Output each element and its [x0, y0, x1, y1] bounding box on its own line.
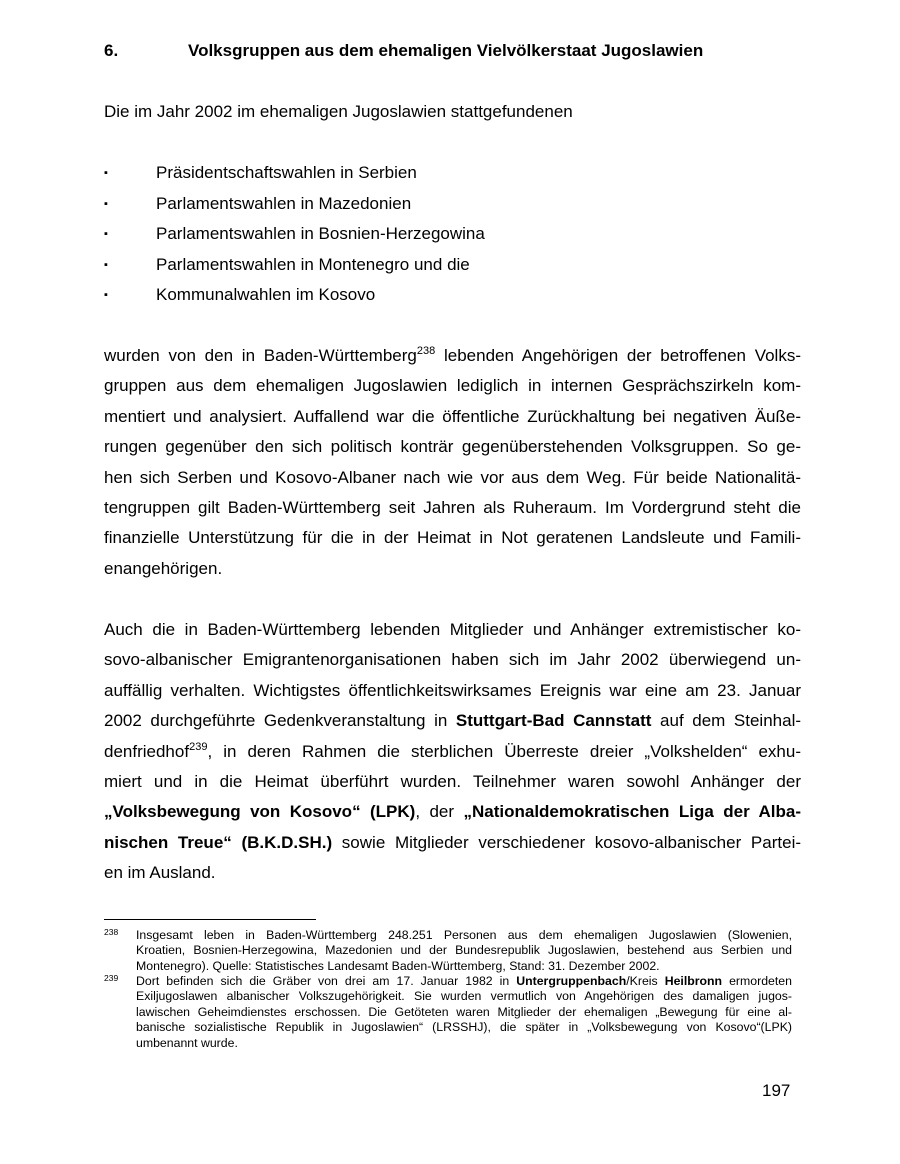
footnote-divider	[104, 919, 316, 920]
footnote-line: Montenegro). Quelle: Statistisches Landesamt Baden-Württemberg, Stand: 31. Dezember 2002.	[136, 958, 660, 973]
text-line: hen sich Serben und Kosovo-Albaner nach wie vor aus dem Weg. Für beide Nationalitä-	[104, 467, 801, 487]
organization-name: „Nationaldemokratischen Liga der Alba-	[463, 802, 801, 822]
text-line: 2002 durchgeführte Gedenkveranstaltung in Stuttgart-Bad Cannstatt auf dem Steinhal-	[104, 711, 802, 731]
bullet-icon: ▪	[104, 228, 108, 240]
footnote-line: Exiljugoslawen albanischer Volkszugehörigkeit. Sie wurden vermutlich von Angehörigen des damaligen jugos-	[136, 989, 792, 1004]
list-item: ▪ Parlamentswahlen in Montenegro und die	[104, 254, 470, 274]
text-line: miert und in die Heimat überführt wurden. Teilnehmer waren sowohl Anhänger der	[104, 772, 801, 792]
text-line: denfriedhof$^{239}$, in deren Rahmen die sterblichen Überreste dreier „Volkshelden“ exhu-	[104, 740, 801, 761]
page-number: 197	[762, 1081, 791, 1100]
text-line: sovo-albanischer Emigrantenorganisationen haben sich im Jahr 2002 überwiegend un-	[104, 650, 801, 670]
body-paragraph-1	[104, 341, 801, 584]
bullet-icon: ▪	[104, 289, 108, 301]
list-item: ▪ Präsidentschaftswahlen in Serbien	[104, 163, 417, 182]
footnote-number: 238	[104, 927, 119, 937]
text-line: auffällig verhalten. Wichtigstes öffentlichkeitswirksames Ereignis war eine am 23. Januar	[104, 680, 801, 700]
footnote-239	[104, 974, 792, 1051]
footnote-line: banische sozialistische Republik in Jugoslawien“ (LRSSHJ), die später in „Volksbewegung von Kosovo“(LPK)	[136, 1020, 792, 1035]
list-item: ▪ Kommunalwahlen im Kosovo	[104, 285, 376, 304]
section-number: 6.	[104, 41, 119, 60]
bullet-icon: ▪	[104, 258, 108, 271]
text-line: tengruppen gilt Baden-Württemberg seit Jahren als Ruheraum. Im Vordergrund steht die	[104, 498, 801, 518]
text-line: gruppen aus dem ehemaligen Jugoslawien lediglich in internen Gesprächszirkeln kom-	[104, 376, 801, 396]
list-item: ▪ Parlamentswahlen in Bosnien-Herzegowina	[104, 224, 485, 243]
footnote-ref-238[interactable]: 238	[416, 345, 436, 357]
list-item: ▪ Parlamentswahlen in Mazedonien	[104, 193, 412, 213]
organization-name: „Volksbewegung von Kosovo“ (LPK)	[104, 802, 416, 822]
text-line: mentiert und analysiert. Auffallend war die öffentliche Zurückhaltung bei negativen Äuße-	[104, 406, 801, 426]
text-line: Auch die in Baden-Württemberg lebenden Mitglieder und Anhänger extremistischer ko-	[104, 620, 801, 639]
section-heading	[104, 41, 703, 61]
footnote-ref-239[interactable]: 239	[189, 740, 208, 753]
election-list	[104, 162, 485, 315]
text-line: en im Ausland.	[104, 863, 216, 883]
footnote-line: umbenannt wurde.	[136, 1035, 238, 1050]
text-line: finanzielle Unterstützung für die in der Heimat in Not geratenen Landsleute und Famili-	[104, 528, 801, 548]
text-line: „Volksbewegung von Kosovo“ (LPK), der „Nationaldemokratischen Liga der Alba-	[104, 802, 801, 822]
text-line: enangehörigen.	[104, 558, 223, 578]
footnote-line: Dort befinden sich die Gräber von drei am 17. Januar 1982 in Untergruppenbach/Kreis Heilbronn ermordeten	[136, 974, 792, 988]
text-line: rungen gegenüber den sich politisch konträr gegenüberstehenden Volksgruppen. So ge-	[104, 437, 801, 457]
bullet-icon: ▪	[104, 167, 108, 179]
organization-name: nischen Treue“ (B.K.D.SH.)	[104, 832, 333, 852]
intro-paragraph: Die im Jahr 2002 im ehemaligen Jugoslawien stattgefundenen	[104, 102, 573, 121]
footnote-line: Insgesamt leben in Baden-Württemberg 248.251 Personen aus dem ehemaligen Jugoslawien (Slowenien,	[136, 928, 792, 942]
place-name: Stuttgart-Bad Cannstatt	[455, 711, 652, 731]
section-title: Volksgruppen aus dem ehemaligen Vielvölkerstaat Jugoslawien	[188, 41, 704, 60]
footnote-238	[104, 928, 792, 974]
body-paragraph-2	[104, 615, 801, 889]
text-line: nischen Treue“ (B.K.D.SH.) sowie Mitglieder verschiedener kosovo-albanischer Partei-	[104, 832, 802, 852]
footnote-number: 239	[104, 973, 119, 983]
bullet-icon: ▪	[104, 197, 108, 210]
text-line: wurden von den in Baden-Württemberg$^{238}$ lebenden Angehörigen der betroffenen Volks-	[104, 345, 801, 365]
footnote-line: lawischen Geheimdienstes erschossen. Die Getöteten waren Mitglieder der ehemaligen „Bewegung für eine al-	[136, 1004, 792, 1019]
footnote-line: Kroatien, Bosnien-Herzegowina, Mazedonien und der Bundesrepublik Jugoslawien, bestehend aus Serbien und	[136, 943, 792, 958]
